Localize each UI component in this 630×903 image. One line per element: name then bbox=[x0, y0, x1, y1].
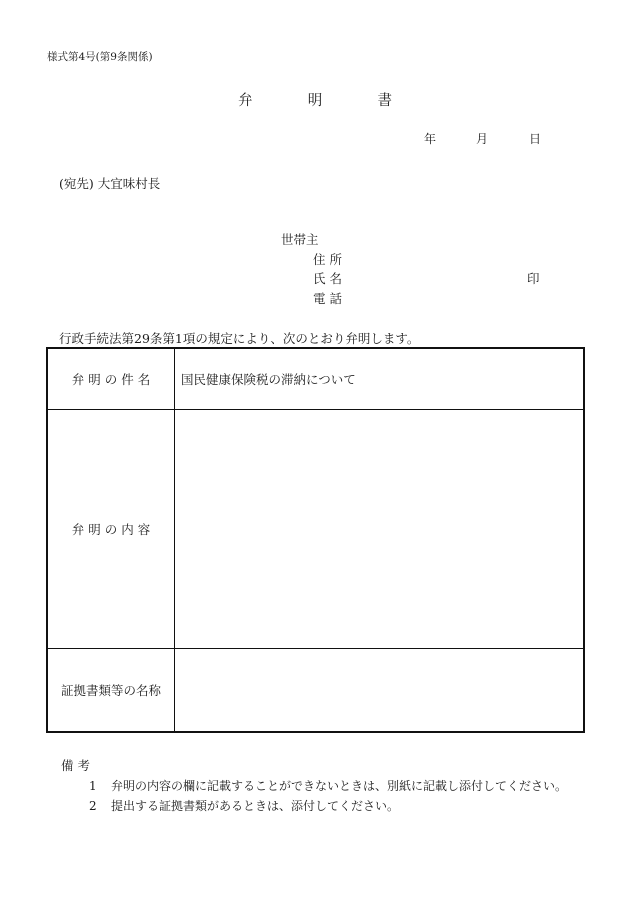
remark-number: 1 bbox=[89, 779, 97, 793]
applicant-heading: 世帯主 bbox=[281, 232, 319, 247]
name-label: 氏 名 bbox=[313, 271, 342, 286]
address-label: 住 所 bbox=[313, 252, 342, 267]
statement: 行政手続法第29条第1項の規定により、次のとおり弁明します。 bbox=[59, 331, 420, 346]
form-number: 様式第4号(第9条関係) bbox=[47, 51, 153, 63]
content-field[interactable] bbox=[175, 410, 583, 648]
date-year-label: 年 bbox=[424, 132, 437, 146]
document-title bbox=[0, 89, 630, 110]
phone-label: 電 話 bbox=[313, 291, 342, 306]
table-row bbox=[48, 349, 583, 410]
remark-item bbox=[89, 797, 399, 814]
subject-field[interactable]: 国民健康保険税の滞納について bbox=[181, 372, 356, 387]
table-row bbox=[48, 649, 583, 731]
evidence-label: 証拠書類等の名称 bbox=[48, 649, 175, 731]
remark-number: 2 bbox=[89, 799, 97, 813]
explanation-table bbox=[46, 347, 585, 733]
date-day-label: 日 bbox=[529, 132, 542, 146]
remark-text: 弁明の内容の欄に記載することができないときは、別紙に記載し添付してください。 bbox=[111, 779, 568, 793]
title-char-3: 書 bbox=[377, 93, 392, 109]
date-month-label: 月 bbox=[476, 132, 489, 146]
evidence-field[interactable] bbox=[175, 649, 583, 731]
subject-label: 弁 明 の 件 名 bbox=[48, 349, 175, 409]
seal-mark: 印 bbox=[527, 271, 540, 286]
remark-item bbox=[89, 777, 567, 794]
title-char-2: 明 bbox=[307, 93, 323, 109]
remarks-heading: 備 考 bbox=[61, 758, 90, 773]
table-row bbox=[48, 410, 583, 649]
remark-text: 提出する証拠書類があるときは、添付してください。 bbox=[111, 799, 400, 813]
title-char-1: 弁 bbox=[238, 93, 253, 109]
content-label: 弁 明 の 内 容 bbox=[48, 410, 175, 648]
addressee: (宛先) 大宜味村長 bbox=[59, 176, 161, 191]
